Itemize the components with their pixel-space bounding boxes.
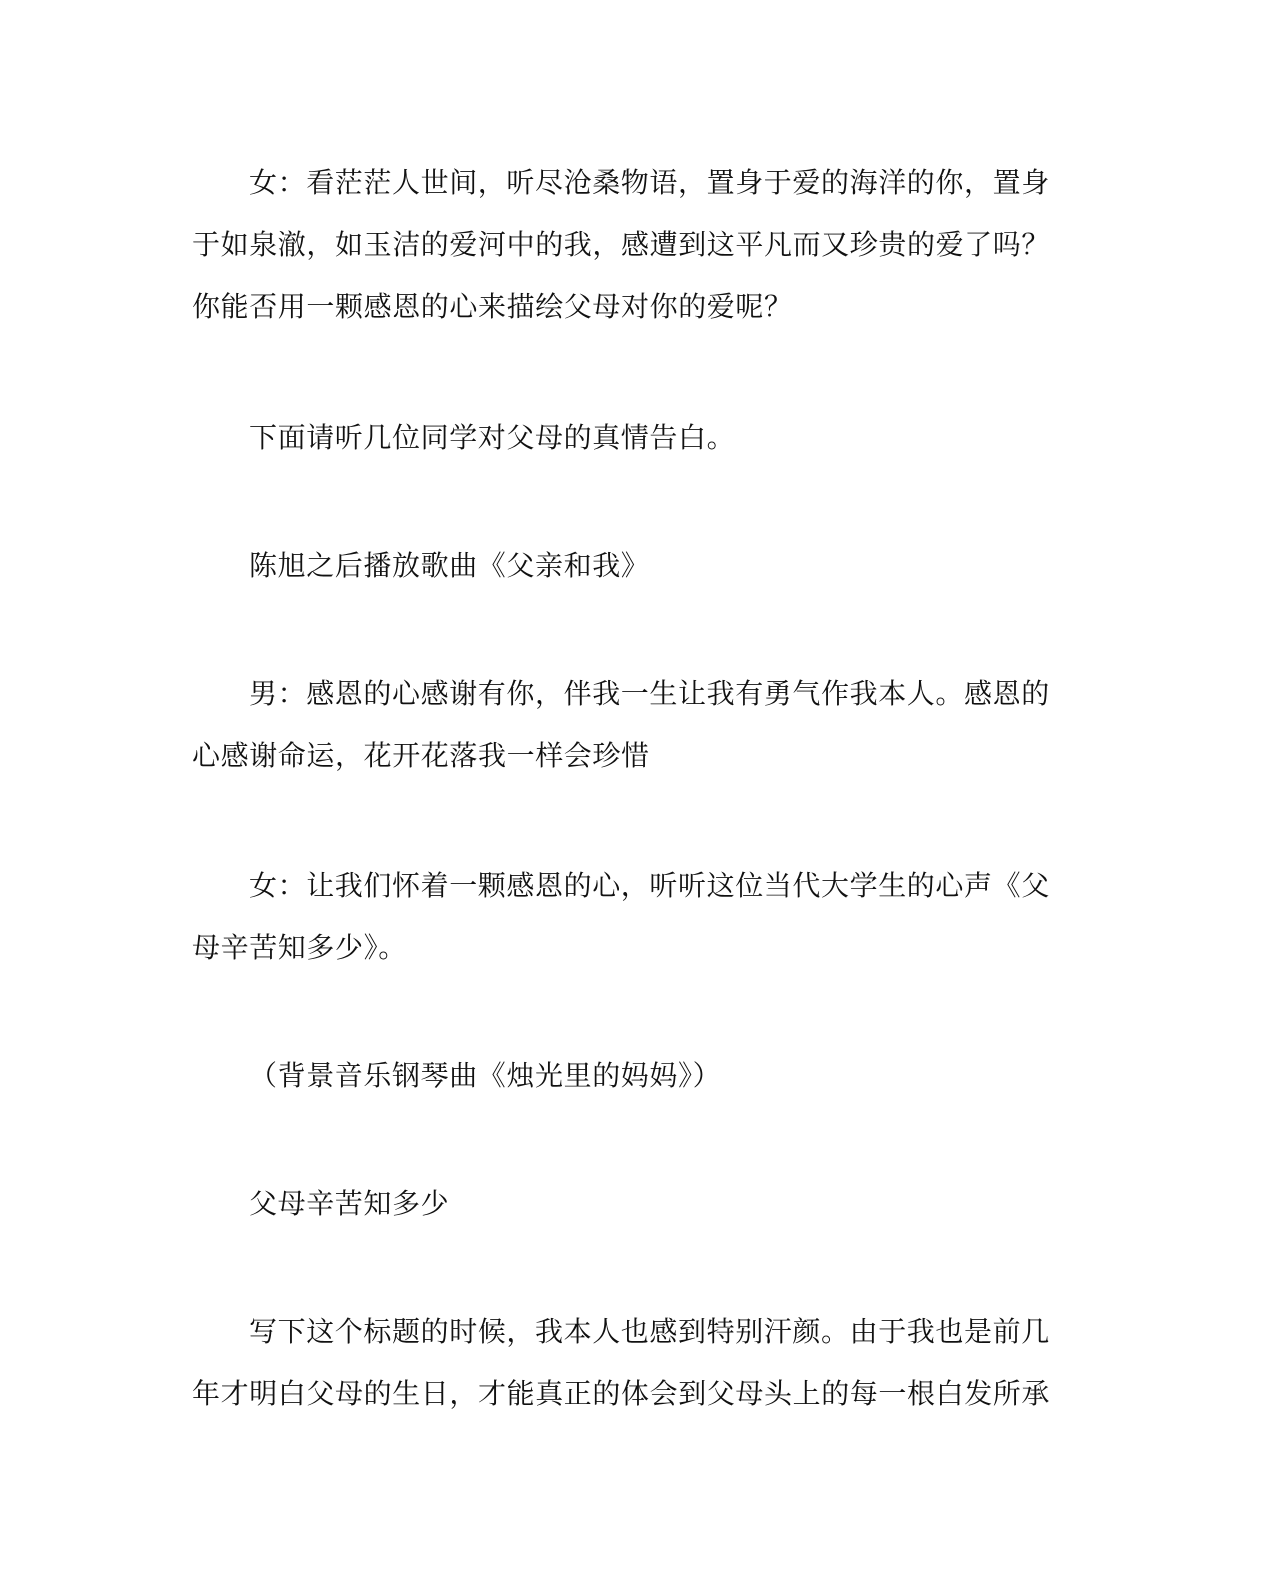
paragraph-male-speech (192, 663, 1062, 787)
paragraph-female-opening (192, 152, 1062, 338)
text-line: 陈旭之后播放歌曲《父亲和我》 (249, 549, 650, 582)
text-line: 父母辛苦知多少 (249, 1187, 450, 1220)
text-line: 心感谢命运，花开花落我一样会珍惜 (192, 739, 650, 772)
paragraph-female-intro (192, 855, 1062, 979)
text-line: 女：看茫茫人世间，听尽沧桑物语，置身于爱的海洋的你，置身 (249, 166, 1050, 199)
text-line: 下面请听几位同学对父母的真情告白。 (249, 421, 736, 454)
paragraph-essay-body (192, 1301, 1062, 1425)
text-line: （背景音乐钢琴曲《烛光里的妈妈》） (249, 1059, 722, 1092)
text-line: 年才明白父母的生日，才能真正的体会到父母头上的每一根白发所承 (192, 1377, 1051, 1410)
text-line: 母辛苦知多少》。 (192, 931, 407, 964)
essay-title (192, 1173, 1062, 1235)
paragraph-song-note (192, 535, 1062, 597)
paragraph-announcement (192, 407, 1062, 469)
text-line: 写下这个标题的时候，我本人也感到特别汗颜。由于我也是前几 (249, 1315, 1050, 1348)
text-line: 你能否用一颗感恩的心来描绘父母对你的爱呢？ (192, 290, 793, 323)
paragraph-background-music (192, 1045, 1062, 1107)
text-line: 于如泉澈，如玉洁的爱河中的我，感遭到这平凡而又珍贵的爱了吗？ (192, 228, 1051, 261)
text-line: 女：让我们怀着一颗感恩的心，听听这位当代大学生的心声《父 (249, 869, 1050, 902)
text-line: 男：感恩的心感谢有你，伴我一生让我有勇气作我本人。感恩的 (249, 677, 1050, 710)
